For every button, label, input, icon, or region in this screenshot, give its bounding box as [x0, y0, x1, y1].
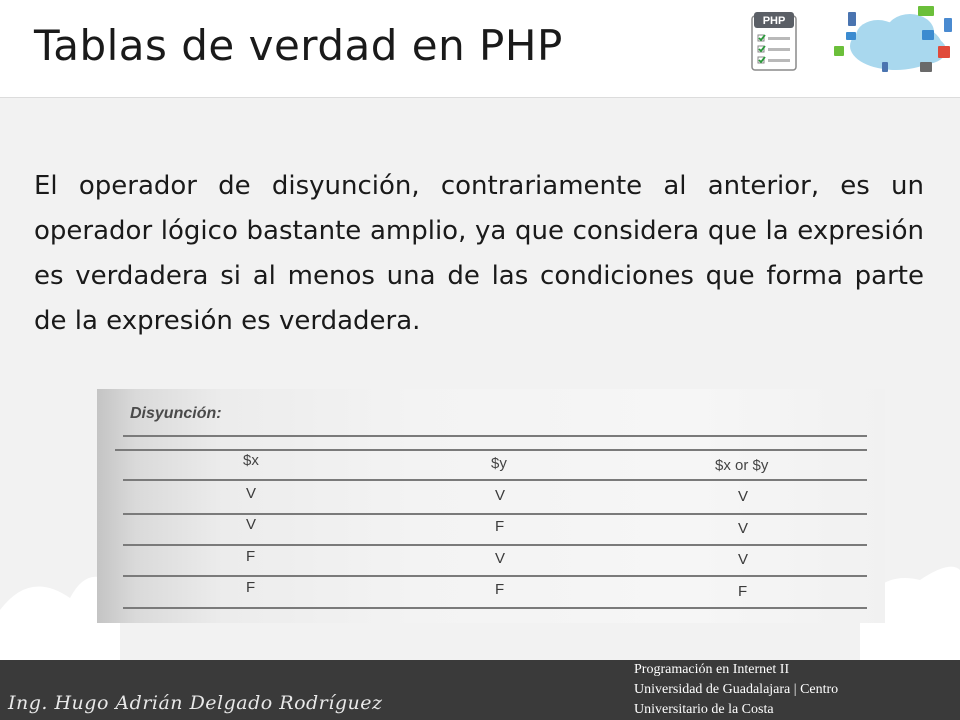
table-cell: V [246, 516, 257, 533]
slide-footer [0, 660, 960, 720]
table-cell: V [495, 550, 506, 567]
table-header-cell: $x [243, 452, 259, 469]
table-caption: Disyunción: [130, 405, 222, 422]
table-cell: F [495, 518, 505, 535]
table-header-cell: $y [491, 455, 507, 472]
table-rule [123, 544, 867, 546]
table-cell: V [738, 488, 749, 505]
table-header-cell: $x or $y [715, 457, 769, 474]
table-cell: V [246, 485, 257, 502]
slide-title: Tablas de verdad en PHP [34, 21, 563, 70]
table-cell: V [738, 520, 749, 537]
footer-author: Ing. Hugo Adrián Delgado Rodríguez [8, 692, 383, 714]
table-cell: F [738, 583, 748, 600]
table-cell: F [246, 579, 256, 596]
footer-course-line: Universitario de la Costa [634, 702, 774, 717]
table-cell: F [495, 581, 505, 598]
cloud-computing-diagram-icon [826, 2, 958, 94]
disjunction-truth-table-image [97, 389, 885, 623]
slide-header [0, 0, 960, 98]
table-cell: F [246, 548, 256, 565]
table-rule [123, 479, 867, 481]
footer-course-line: Universidad de Guadalajara | Centro [634, 682, 839, 697]
table-cell: V [738, 551, 749, 568]
footer-course-info [634, 660, 954, 720]
php-icon-label: PHP [762, 15, 786, 27]
php-document-icon [748, 8, 804, 74]
footer-course-line: Programación en Internet II [634, 662, 790, 677]
table-rule [123, 513, 867, 515]
slide-body-paragraph: El operador de disyunción, contrariamente al anterior, es un operador lógico bastante amplio, ya que considera que la expresión es verdadera si al menos una de las condiciones que forma parte de la expresión es verdadera. [34, 171, 924, 336]
table-rule [123, 607, 867, 609]
table-rule [123, 435, 867, 437]
table-rule [123, 575, 867, 577]
table-cell: V [495, 487, 506, 504]
table-rule [115, 449, 867, 451]
